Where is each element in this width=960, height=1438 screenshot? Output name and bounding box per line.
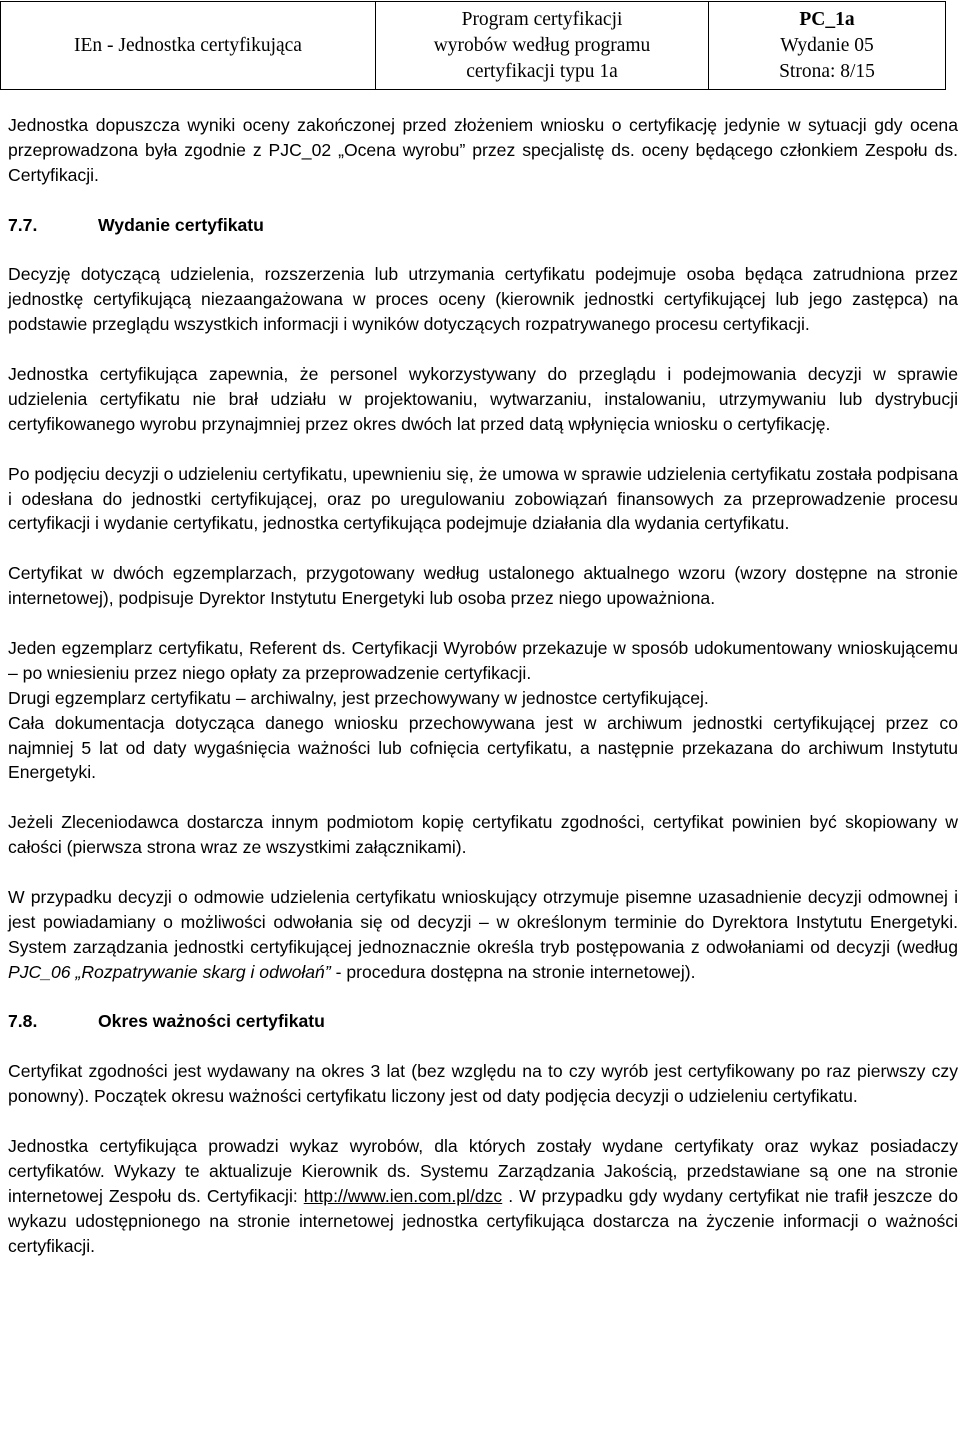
section-7-8-title: Okres ważności certyfikatu: [98, 1011, 325, 1032]
refusal-paragraph: [8, 885, 958, 985]
first-copy-paragraph: Jeden egzemplarz certyfikatu, Referent ds. Certyfikacji Wyrobów przekazuje w sposób udokumentowany wnioskującemu – po wniesieniu przez niego opłaty za przeprowadzenie certyfikacji.: [8, 637, 958, 683]
register-text: Jednostka certyfikująca prowadzi wykaz wyrobów, dla których zostały wydane certyfikaty oraz wykaz posiadaczy certyfikatów. Wykazy te aktualizuje Kierownik ds. Systemu Zarządzania Jakością, przedstawiane są one na stronie internetowej Zespołu ds. Certyfikacji:: [8, 1135, 958, 1206]
register-paragraph: [8, 1134, 958, 1259]
section-7-7-title: Wydanie certyfikatu: [98, 214, 264, 235]
intro-paragraph: Jednostka dopuszcza wyniki oceny zakończonej przed złożeniem wniosku o certyfikację jedynie w sytuacji gdy ocena przeprowadzona była zgodnie z PJC_02 „Ocena wyrobu” przez specjalistę ds. oceny będącego członkiem Zespołu ds. Certyfikacji.: [8, 115, 958, 185]
validity-paragraph: Certyfikat zgodności jest wydawany na okres 3 lat (bez względu na to czy wyrób jest certyfikowany po raz pierwszy czy ponowny). Początek okresu ważności certyfikatu liczony jest od daty podjęcia decyzji o udzieleniu certyfikatu.: [8, 1061, 958, 1107]
header-program-line-1: Program certyfikacji: [461, 8, 623, 30]
section-7-8-number: 7.8.: [8, 1011, 38, 1032]
section-7-7-number: 7.7.: [8, 214, 38, 235]
header-page-number: Strona: 8/15: [779, 60, 875, 82]
header-organization-cell: [1, 2, 376, 90]
header-edition: Wydanie 05: [780, 34, 874, 56]
document-body: [8, 113, 958, 1259]
header-organization: IEn - Jednostka certyfikująca: [74, 34, 302, 56]
register-tail: . W przypadku gdy wydany certyfikat nie trafił jeszcze do wykazu udostępnionego na stronie internetowej jednostka certyfikująca dostarcza na życzenie informacji o ważności certyfikacji.: [8, 1185, 958, 1256]
impartiality-paragraph: Jednostka certyfikująca zapewnia, że personel wykorzystywany do przeglądu i podejmowania decyzji w sprawie udzielenia certyfikatu nie brał udziału w projektowaniu, wytwarzaniu, instalowaniu, utrzymywaniu lub dystrybucji certyfikowanego wyrobu przynajmniej przez okres dwóch lat przed datą wpłynięcia wniosku o certyfikację.: [8, 364, 958, 434]
copy-paragraph: Jeżeli Zleceniodawca dostarcza innym podmiotom kopię certyfikatu zgodności, certyfikat powinien być skopiowany w całości (pierwsza strona wraz ze wszystkimi załącznikami).: [8, 812, 958, 858]
refusal-text: W przypadku decyzji o odmowie udzielenia certyfikatu wnioskujący otrzymuje pisemne uzasadnienie decyzji odmownej i jest powiadamiany o możliwości odwołania się od decyzji – w określonym terminie do Dyrektora Instytutu Energetyki. System zarządzania jednostki certyfikującej jednoznacznie określa tryb postępowania z odwołaniami od decyzji (według: [8, 886, 958, 957]
archive-paragraph: Cała dokumentacja dotycząca danego wniosku przechowywana jest w archiwum jednostki certyfikującej przez co najmniej 5 lat od daty wygaśnięcia ważności lub cofnięcia certyfikatu, a następnie przekazana do archiwum Instytutu Energetyki.: [8, 712, 958, 783]
section-7-7-heading: [8, 213, 958, 238]
signature-paragraph: Certyfikat w dwóch egzemplarzach, przygotowany według ustalonego aktualnego wzoru (wzory dostępne na stronie internetowej), podpisuje Dyrektor Instytutu Energetyki lub osoba przez niego upoważniona.: [8, 563, 958, 609]
issuance-paragraph: Po podjęciu decyzji o udzieleniu certyfikatu, upewnieniu się, że umowa w sprawie udzielenia certyfikatu została podpisana i odesłana do jednostki certyfikującej, oraz po uregulowaniu zobowiązań finansowych za przeprowadzenie procesu certyfikacji i wydanie certyfikatu, jednostka certyfikująca podejmuje działania dla wydania certyfikatu.: [8, 463, 958, 534]
header-program-line-3: certyfikacji typu 1a: [466, 60, 618, 82]
decision-paragraph: Decyzję dotyczącą udzielenia, rozszerzenia lub utrzymania certyfikatu podejmuje osoba będąca zatrudniona przez jednostkę certyfikującą niezaangażowana w proces oceny (kierownik jednostki certyfikującej lub jego zastępca) na podstawie przeglądu wszystkich informacji i wyników dotyczących rozpatrywanego procesu certyfikacji.: [8, 264, 958, 335]
refusal-tail: - procedura dostępna na stronie internetowej).: [330, 961, 696, 982]
header-program-cell: [376, 2, 709, 90]
header-code-cell: [709, 2, 946, 90]
document-header: [0, 1, 946, 90]
second-copy-paragraph: Drugi egzemplarz certyfikatu – archiwalny, jest przechowywany w jednostce certyfikującej.: [8, 687, 709, 708]
complaints-procedure-reference: PJC_06 „Rozpatrywanie skarg i odwołań”: [8, 961, 331, 982]
header-document-code: PC_1a: [799, 8, 855, 30]
section-7-8-heading: [8, 1009, 958, 1034]
header-program-line-2: wyrobów według programu: [433, 34, 651, 56]
certification-website-link[interactable]: http://www.ien.com.pl/dzc: [303, 1185, 503, 1206]
